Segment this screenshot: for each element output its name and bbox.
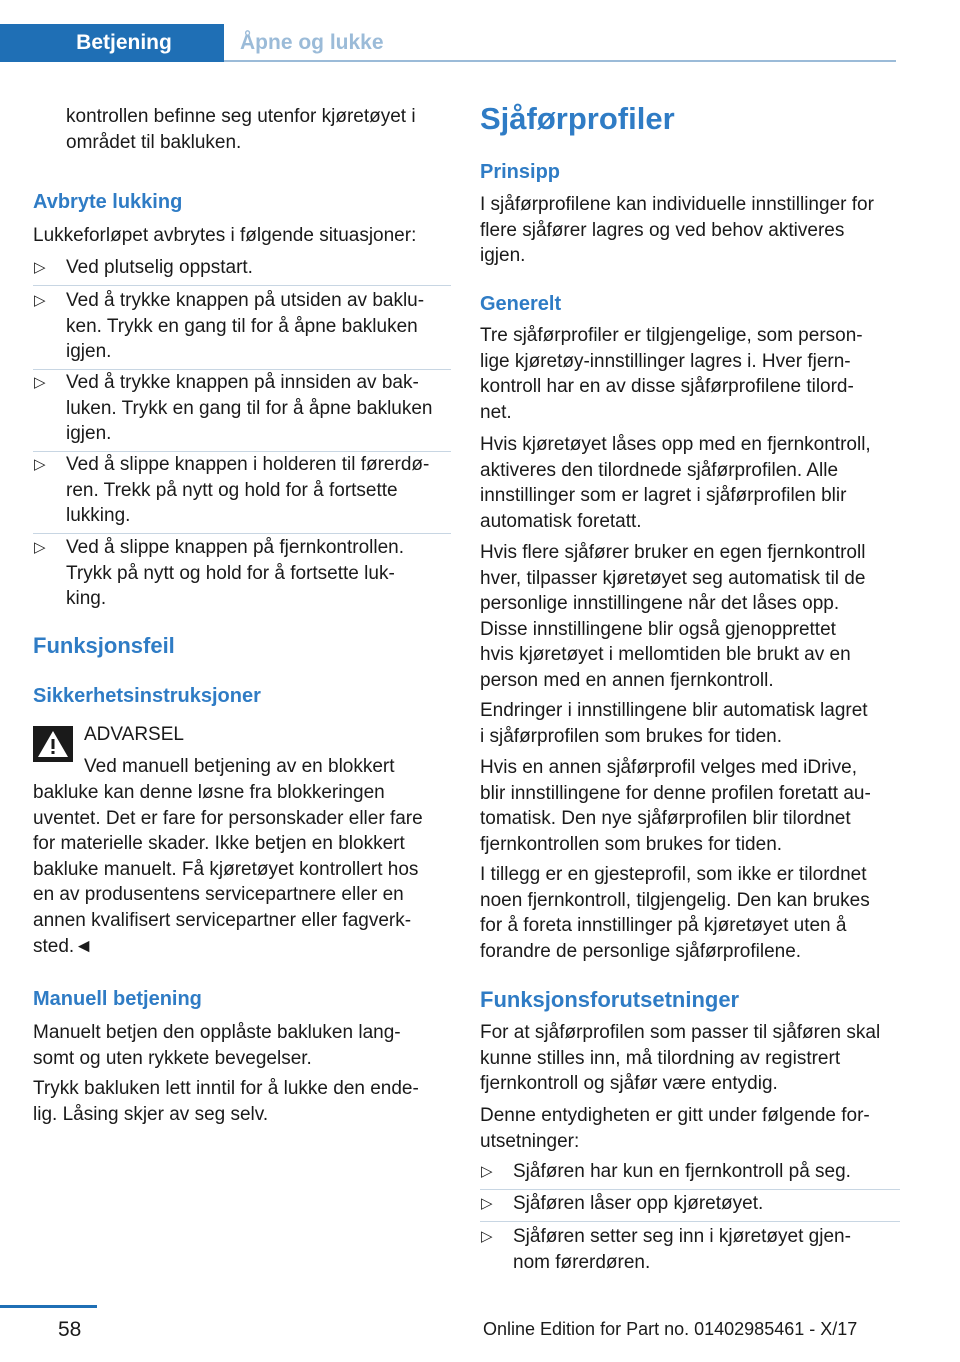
page-title: Sjåførprofiler (480, 101, 675, 136)
chapter-tab: Åpne og lukke (240, 31, 384, 54)
manual-paragraph: Manuelt betjen den opplåste bakluken lang- somt og uten rykkete bevegelser. (33, 1022, 401, 1069)
requirements-heading: Funksjonsforutsetninger (480, 987, 740, 1012)
footer-rule (0, 1305, 97, 1308)
intro-line-2: området til bakluken. (66, 132, 242, 153)
general-paragraph: I tillegg er en gjesteprofil, som ikke er tilordnet noen fjernkontroll, tilgjengelig. Den kan brukes for å foreta innstillinger på kjøretøyet uten å forandre de personlige sjåførprofilene. (480, 864, 870, 962)
header-rule (224, 60, 896, 62)
list-item: ▷ Ved å slippe knappen i holderen til førerdø- ren. Trekk på nytt og hold for å fortsette lukking. (33, 452, 451, 529)
intro-line-1: kontrollen befinne seg utenfor kjøretøyet i (66, 106, 416, 127)
page-number: 58 (58, 1318, 82, 1341)
list-item: ▷ Ved å trykke knappen på innsiden av bak- luken. Trykk en gang til for å åpne bakluken igjen. (33, 370, 451, 447)
malfunction-heading: Funksjonsfeil (33, 633, 175, 658)
edition-note: Online Edition for Part no. 01402985461 - X/17 (483, 1319, 858, 1339)
general-paragraph: Hvis flere sjåfører bruker en egen fjernkontroll hver, tilpasser kjøretøyet seg automatisk til de personlige innstillingene når det låses opp. Disse innstillingene blir også gjenopprettet hvis kjøretøyet i mellomtiden ble brukt av en person med en annen fjernkontroll. (480, 542, 866, 691)
list-item: ▷ Sjåføren låser opp kjøretøyet. (480, 1191, 900, 1217)
manual-heading: Manuell betjening (33, 988, 202, 1010)
abort-text: Lukkeforløpet avbrytes i følgende situasjoner: (33, 225, 417, 246)
general-paragraph: Hvis en annen sjåførprofil velges med iDrive, blir innstillingene for denne profilen foretatt au- tomatisk. Den nye sjåførprofilen blir tilordnet fjernkontrollen som brukes for tiden. (480, 757, 871, 855)
requirements-paragraph: For at sjåførprofilen som passer til sjåføren skal kunne stilles inn, må tilordning av registrert fjernkontroll og sjåfør være entydig. (480, 1022, 881, 1095)
list-item: ▷ Ved å slippe knappen på fjernkontrollen. Trykk på nytt og hold for å fortsette luk- king. (33, 535, 451, 612)
warning-line: Ved manuell betjening av en blokkert (84, 756, 395, 777)
section-tab: Betjening (0, 24, 224, 62)
list-item: ▷ Ved plutselig oppstart. (33, 255, 451, 281)
list-item: ▷ Sjåføren har kun en fjernkontroll på seg. (480, 1159, 900, 1185)
list-item: ▷ Sjåføren setter seg inn i kjøretøyet gjen- nom førerdøren. (480, 1224, 900, 1275)
general-paragraph: Hvis kjøretøyet låses opp med en fjernkontroll, aktiveres den tilordnede sjåførprofilen. Alle innstillinger som er lagret i sjåførprofilen blir automatisk foretatt. (480, 434, 871, 532)
general-heading: Generelt (480, 293, 562, 315)
safety-heading: Sikkerhetsinstruksjoner (33, 685, 261, 707)
list-item: ▷ Ved å trykke knappen på utsiden av baklu- ken. Trykk en gang til for å åpne bakluken igjen. (33, 288, 451, 365)
warning-text: bakluke kan denne løsne fra blokkeringen uventet. Det er fare for personskader eller fare for materielle skader. Ikke betjen en blokkert bakluke manuelt. Få kjøretøyet kontrollert hos en av produsentens servicepartnere eller en annen kvalifisert servicepartner eller fagverk- sted.◄ (33, 782, 423, 957)
warning-title: ADVARSEL (84, 724, 184, 745)
abort-heading: Avbryte lukking (33, 191, 183, 213)
general-paragraph: Tre sjåførprofiler er tilgjengelige, som person- lige kjøretøy-innstillinger lagres i. Hver fjern- kontroll har en av disse sjåførprofilene tilord- net. (480, 325, 863, 423)
manual-paragraph: Trykk bakluken lett inntil for å lukke den ende- lig. Låsing skjer av seg selv. (33, 1078, 419, 1125)
page-header (0, 0, 960, 62)
general-paragraph: Endringer i innstillingene blir automatisk lagret i sjåførprofilen som brukes for tiden. (480, 700, 868, 747)
requirements-paragraph: Denne entydigheten er gitt under følgende for- utsetninger: (480, 1105, 870, 1152)
principle-paragraph: I sjåførprofilene kan individuelle innstillinger for flere sjåfører lagres og ved behov aktiveres igjen. (480, 194, 874, 267)
principle-heading: Prinsipp (480, 161, 561, 183)
